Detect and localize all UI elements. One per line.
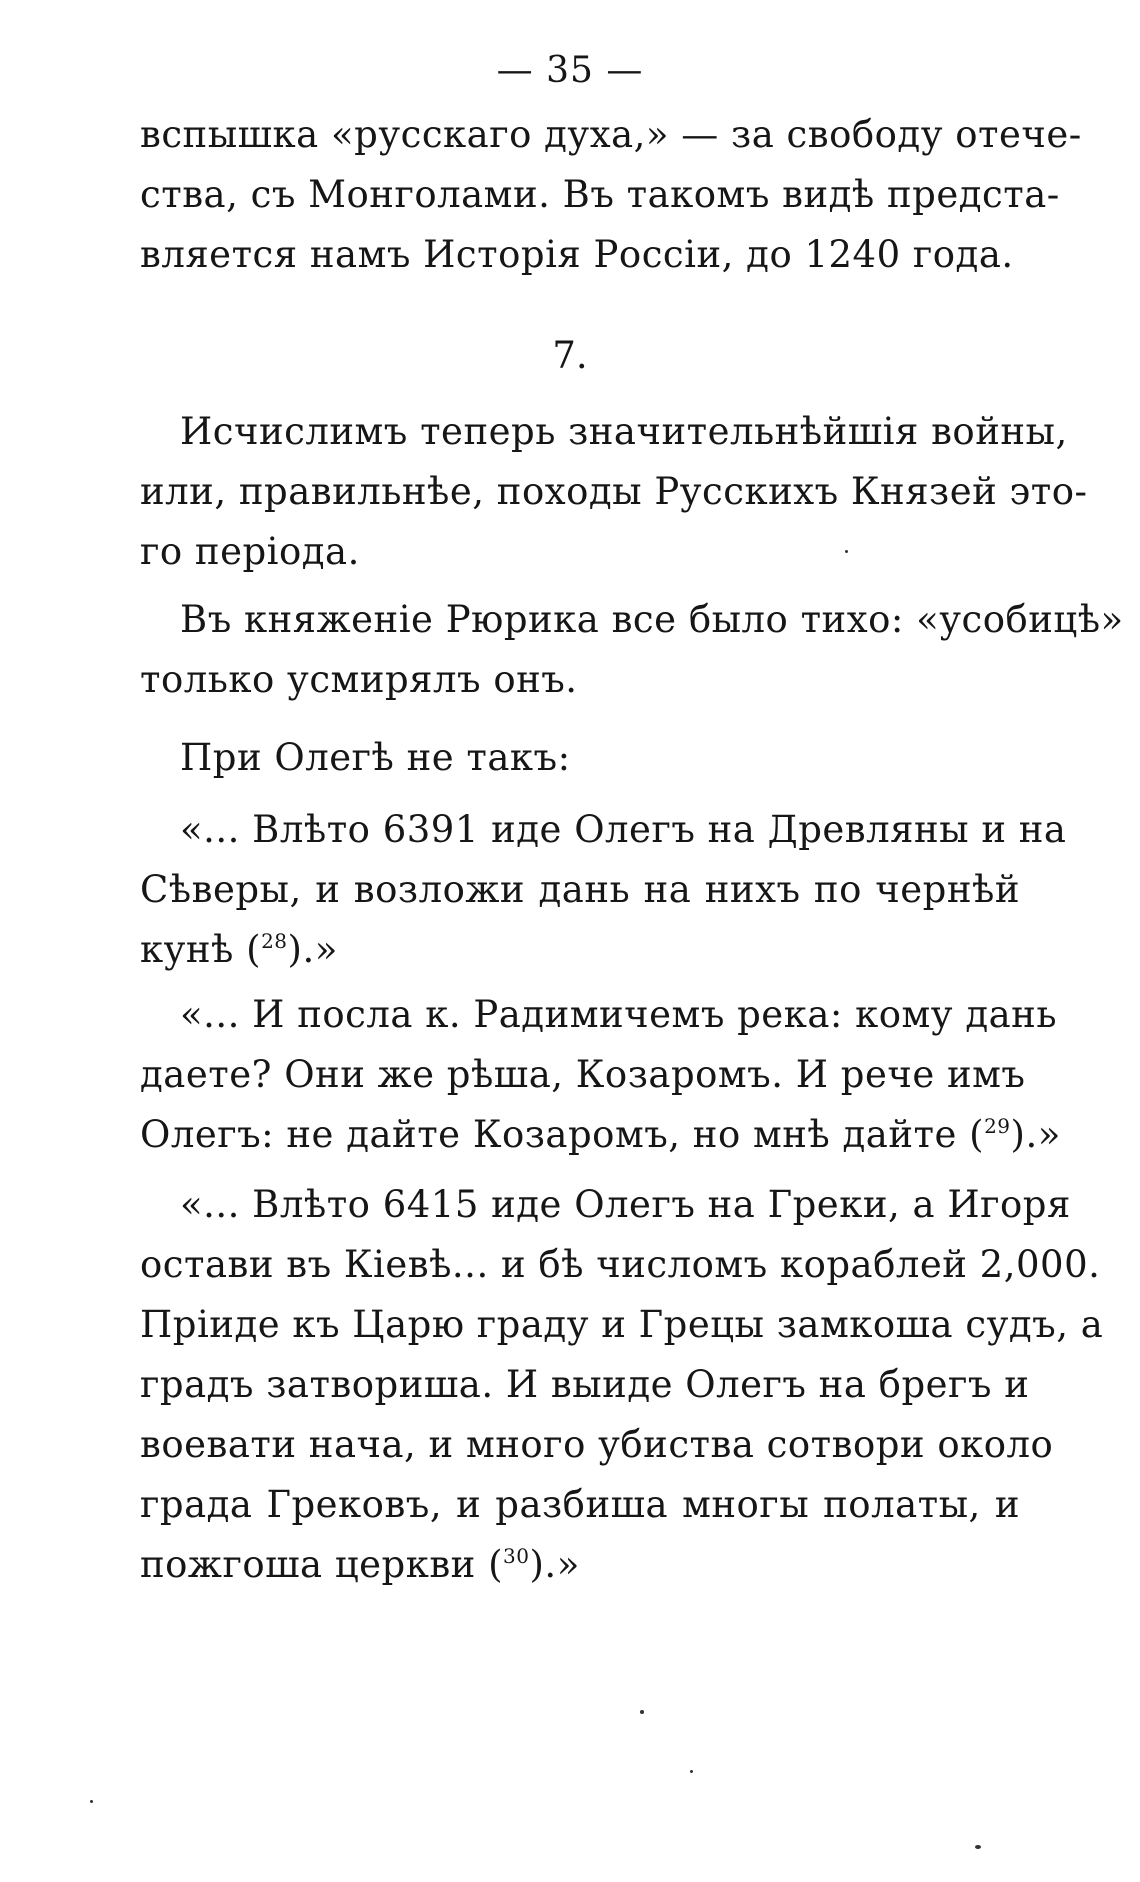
text-fragment: Олегъ: не дайте Козаромъ, но мнѣ дайте ( — [140, 1113, 985, 1156]
text-line — [140, 1105, 1061, 1165]
quote-drevlyane — [140, 800, 1067, 980]
text-line: только усмирялъ онъ. — [140, 658, 578, 701]
text-line: ства, съ Монголами. Въ такомъ видѣ предста- — [140, 173, 1060, 216]
page-number: — 35 — — [496, 50, 644, 91]
text-line — [140, 1535, 1020, 1595]
paragraph-rurik — [140, 590, 1124, 710]
text-fragment: кунѣ ( — [140, 928, 262, 971]
scan-speck — [640, 1710, 644, 1714]
text-fragment: ).» — [1010, 1113, 1061, 1156]
text-line: Исчислимъ теперь значительнѣйшія войны, — [180, 410, 1068, 453]
text-line: «... И посла к. Радимичемъ река: кому дань — [180, 993, 1057, 1036]
text-line: градъ затвориша. И выиде Олегъ на брегъ и — [140, 1363, 1030, 1406]
paragraph-wars — [140, 402, 1088, 582]
text-line: воевати нача, и много убиства сотвори около — [140, 1423, 1054, 1466]
text-line — [140, 920, 1020, 980]
text-line: Сѣверы, и возложи дань на нихъ по чернѣй — [140, 868, 1020, 911]
text-line: града Грековъ, и разбиша многы полаты, и — [140, 1483, 1020, 1526]
footnote-ref: 28 — [261, 929, 288, 953]
text-line: При Олегѣ не такъ: — [180, 736, 571, 779]
scan-speck — [845, 550, 848, 553]
text-fragment: ).» — [287, 928, 338, 971]
scan-speck — [90, 1800, 93, 1803]
quote-radimichi — [140, 985, 1061, 1165]
intro-paragraph — [140, 105, 1082, 285]
footnote-ref: 29 — [984, 1114, 1011, 1138]
text-line: Пріиде къ Царю граду и Грецы замкоша судъ, а — [140, 1303, 1104, 1346]
paragraph-oleg — [140, 728, 1020, 788]
footnote-ref: 30 — [503, 1544, 530, 1568]
text-line: остави въ Кіевѣ... и бѣ числомъ кораблей 2,000. — [140, 1243, 1101, 1286]
text-line: вляется намъ Исторія Россіи, до 1240 года. — [140, 233, 1014, 276]
section-number: 7. — [552, 334, 588, 377]
text-line: или, правильнѣе, походы Русскихъ Князей это- — [140, 470, 1088, 513]
quote-greki — [140, 1175, 1104, 1595]
text-line: даете? Они же рѣша, Козаромъ. И рече имъ — [140, 1053, 1026, 1096]
text-line: го періода. — [140, 530, 360, 573]
text-line: Въ княженіе Рюрика все было тихо: «усобицѣ» — [180, 598, 1124, 641]
text-fragment: пожгоша церкви ( — [140, 1543, 504, 1586]
text-line: вспышка «русскаго духа,» — за свободу отече- — [140, 113, 1082, 156]
text-fragment: ).» — [529, 1543, 580, 1586]
text-line: «... Влѣто 6391 иде Олегъ на Древляны и на — [180, 808, 1067, 851]
scan-speck — [690, 1770, 693, 1773]
text-line: «... Влѣто 6415 иде Олегъ на Греки, а Игоря — [180, 1183, 1071, 1226]
scan-speck — [975, 1845, 981, 1849]
